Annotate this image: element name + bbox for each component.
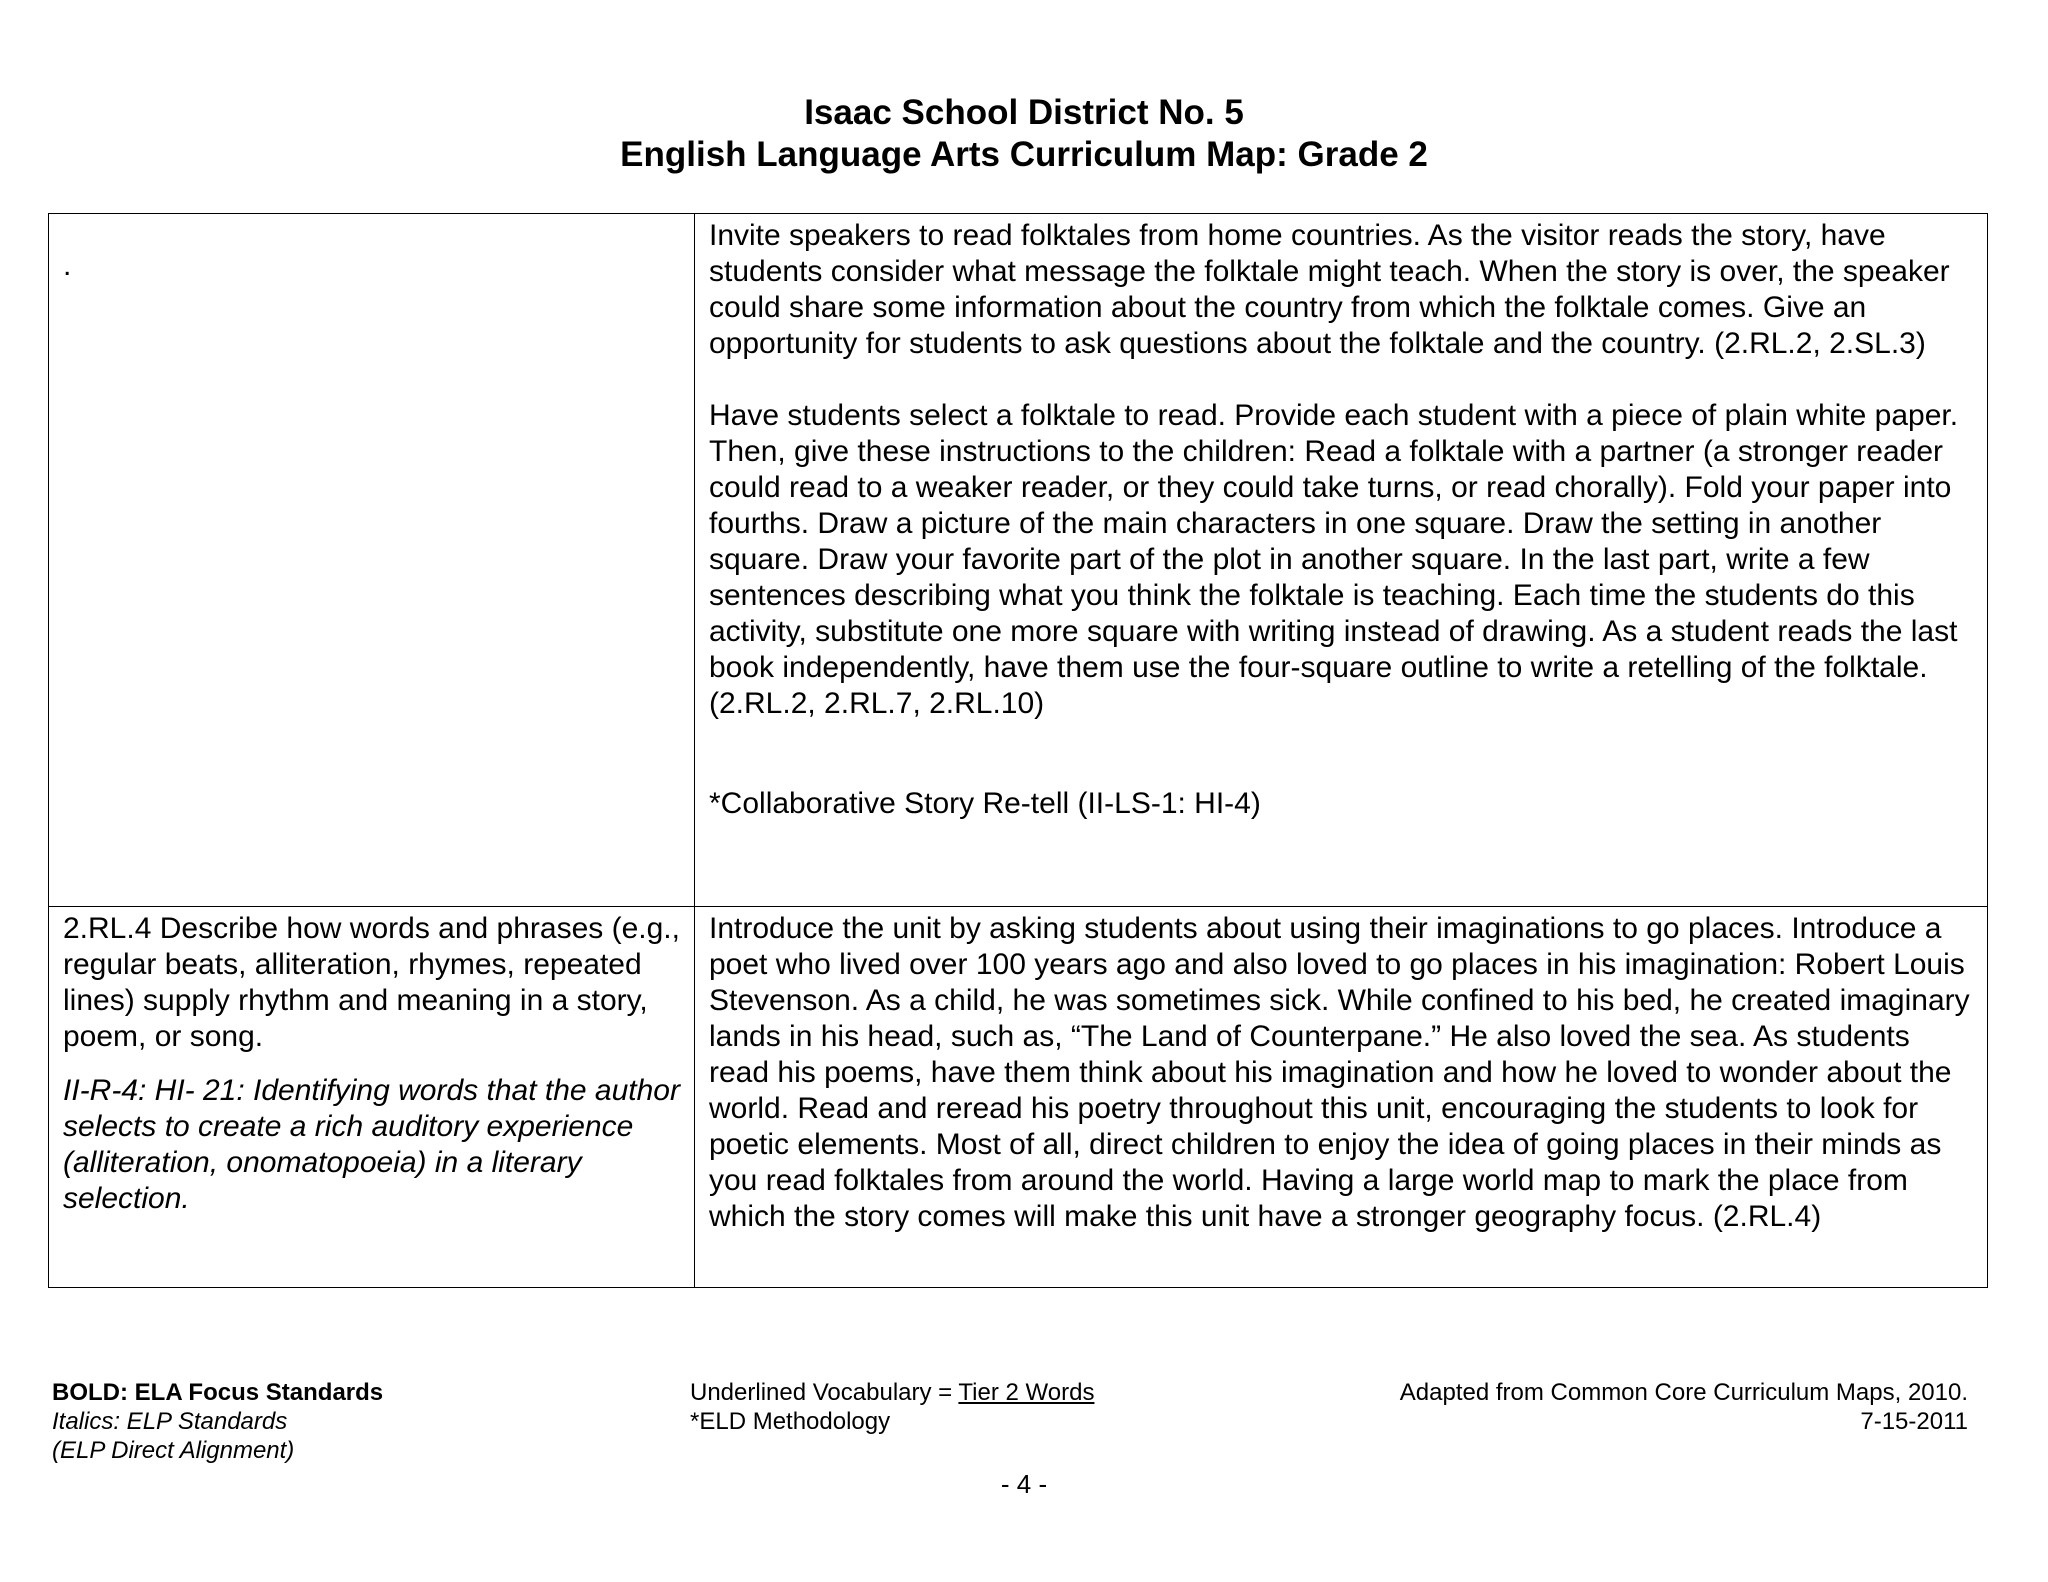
footer-source — [1250, 1378, 1968, 1436]
elp-standard: II-R-4: HI- 21: Identifying words that the author selects to create a rich auditory experience (alliteration, onomatopoeia) in a literary selection. — [63, 1074, 680, 1215]
activities-cell — [695, 907, 1988, 1288]
footer-vocabulary-key — [690, 1378, 1094, 1436]
standards-placeholder: . — [63, 249, 72, 282]
source-attribution: Adapted from Common Core Curriculum Maps, 2010. — [1399, 1379, 1968, 1406]
curriculum-table — [48, 213, 1988, 1288]
legend-elp-alignment: (ELP Direct Alignment) — [52, 1437, 295, 1464]
activity-paragraph: Have students select a folktale to read. Provide each student with a piece of plain white paper. Then, give these instructions to the children: Read a folktale with a partner (a stronger reader could read to a weaker reader, or they could take turns, or read chorally). Fold your paper into fourths. Draw a picture of the main characters in one square. Draw the setting in another square. Draw your favorite part of the plot in another square. In the last part, write a few sentences describing what you think the folktale is teaching. Each time the students do this activity, substitute one more square with writing instead of drawing. As a student reads the last book independently, have them use the four-square outline to write a retelling of the folktale. (2.RL.2, 2.RL.7, 2.RL.10) — [709, 399, 1959, 720]
activity-paragraph: Introduce the unit by asking students about using their imaginations to go places. Introduce a poet who lived over 100 years ago and also loved to go places in his imagination: Robert Louis Stevenson. As a child, he was sometimes sick. While confined to his bed, he created imaginary lands in his head, such as, “The Land of Counterpane.” He also loved the sea. As students read his poems, have them think about his imagination and how he loved to wonder about the world. Read and reread his poetry throughout this unit, encouraging the students to look for poetic elements. Most of all, direct children to enjoy the idea of going places in their minds as you read folktales from around the world. Having a large world map to mark the place from which the story comes will make this unit have a stronger geography focus. (2.RL.4) — [709, 912, 1970, 1233]
ela-focus-standard: 2.RL.4 Describe how words and phrases (e.g., regular beats, alliteration, rhymes, repeated lines) supply rhythm and meaning in a story, poem, or song. — [63, 912, 680, 1053]
curriculum-map-title: English Language Arts Curriculum Map: Grade 2 — [620, 135, 1428, 174]
district-title: Isaac School District No. 5 — [804, 93, 1244, 132]
standards-cell — [49, 907, 695, 1288]
page-number: - 4 - — [1000, 1469, 1048, 1499]
footer-legend — [52, 1378, 383, 1465]
tier2-words: Tier 2 Words — [958, 1379, 1095, 1406]
legend-eld: *ELD Methodology — [690, 1408, 891, 1435]
revision-date: 7-15-2011 — [1860, 1408, 1968, 1435]
standards-cell — [49, 214, 695, 907]
activity-paragraph: Invite speakers to read folktales from home countries. As the visitor reads the story, have students consider what message the folktale might teach. When the story is over, the speaker could share some information about the country from which the folktale comes. Give an opportunity for students to ask questions about the folktale and the country. (2.RL.2, 2.SL.3) — [709, 219, 1950, 360]
table-row — [49, 907, 1988, 1288]
activities-cell — [695, 214, 1988, 907]
table-row — [49, 214, 1988, 907]
legend-underlined — [690, 1378, 1094, 1407]
legend-underlined-label: Underlined Vocabulary = — [690, 1379, 959, 1406]
legend-bold: BOLD: ELA Focus Standards — [52, 1379, 384, 1406]
page-header — [0, 92, 2048, 176]
legend-italics: Italics: ELP Standards — [52, 1408, 288, 1435]
eld-methodology-note: *Collaborative Story Re-tell (II-LS-1: HI-4) — [709, 787, 1261, 820]
